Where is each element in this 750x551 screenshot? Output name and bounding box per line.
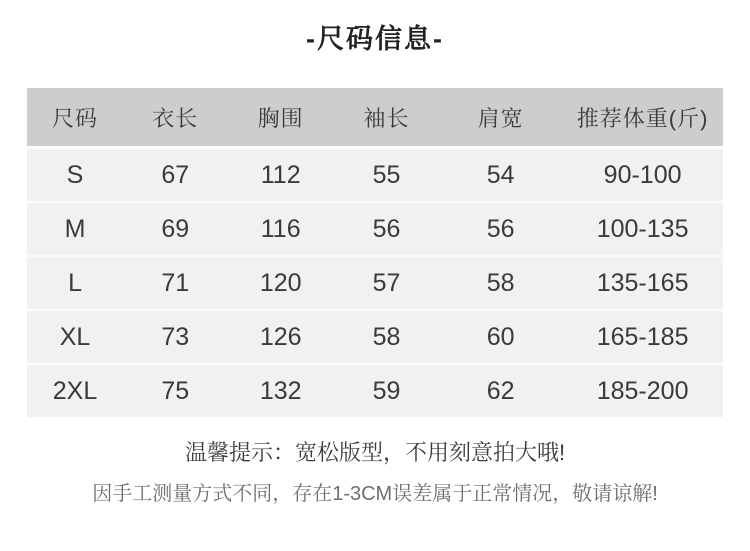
table-cell: XL	[27, 310, 123, 364]
column-header: 袖长	[334, 88, 439, 148]
column-header: 胸围	[227, 88, 333, 148]
table-cell: 75	[123, 364, 227, 417]
size-table	[27, 88, 723, 417]
table-cell: 58	[439, 256, 562, 310]
table-cell: 56	[439, 202, 562, 256]
table-cell: 126	[227, 310, 333, 364]
table-cell: 55	[334, 148, 439, 203]
table-cell: M	[27, 202, 123, 256]
table-cell: S	[27, 148, 123, 203]
table-cell: 132	[227, 364, 333, 417]
table-cell: 116	[227, 202, 333, 256]
table-cell: 120	[227, 256, 333, 310]
page-title: -尺码信息-	[306, 24, 444, 54]
disclaimer-note: 因手工测量方式不同，存在1-3CM误差属于正常情况，敬请谅解!	[92, 483, 658, 505]
table-cell: 59	[334, 364, 439, 417]
table-row	[27, 256, 723, 310]
table-cell: 56	[334, 202, 439, 256]
table-cell: 112	[227, 148, 333, 203]
table-cell: 54	[439, 148, 562, 203]
table-row	[27, 202, 723, 256]
table-body	[27, 148, 723, 418]
column-header: 衣长	[123, 88, 227, 148]
table-cell: 73	[123, 310, 227, 364]
table-cell: 165-185	[562, 310, 723, 364]
table-cell: 58	[334, 310, 439, 364]
column-header: 推荐体重(斤)	[562, 88, 723, 148]
table-row	[27, 310, 723, 364]
table-cell: 60	[439, 310, 562, 364]
table-cell: 100-135	[562, 202, 723, 256]
size-info-panel	[0, 26, 750, 551]
table-cell: 185-200	[562, 364, 723, 417]
table-cell: 69	[123, 202, 227, 256]
table-cell: 57	[334, 256, 439, 310]
column-header: 肩宽	[439, 88, 562, 148]
table-row	[27, 364, 723, 417]
table-cell: 2XL	[27, 364, 123, 417]
table-cell: 71	[123, 256, 227, 310]
table-cell: 90-100	[562, 148, 723, 203]
table-cell: 135-165	[562, 256, 723, 310]
tip-note: 温馨提示：宽松版型，不用刻意拍大哦!	[184, 440, 566, 465]
table-cell: L	[27, 256, 123, 310]
table-row	[27, 148, 723, 203]
column-header: 尺码	[27, 88, 123, 148]
table-cell: 67	[123, 148, 227, 203]
table-head	[27, 88, 723, 148]
table-header-row	[27, 88, 723, 148]
table-cell: 62	[439, 364, 562, 417]
